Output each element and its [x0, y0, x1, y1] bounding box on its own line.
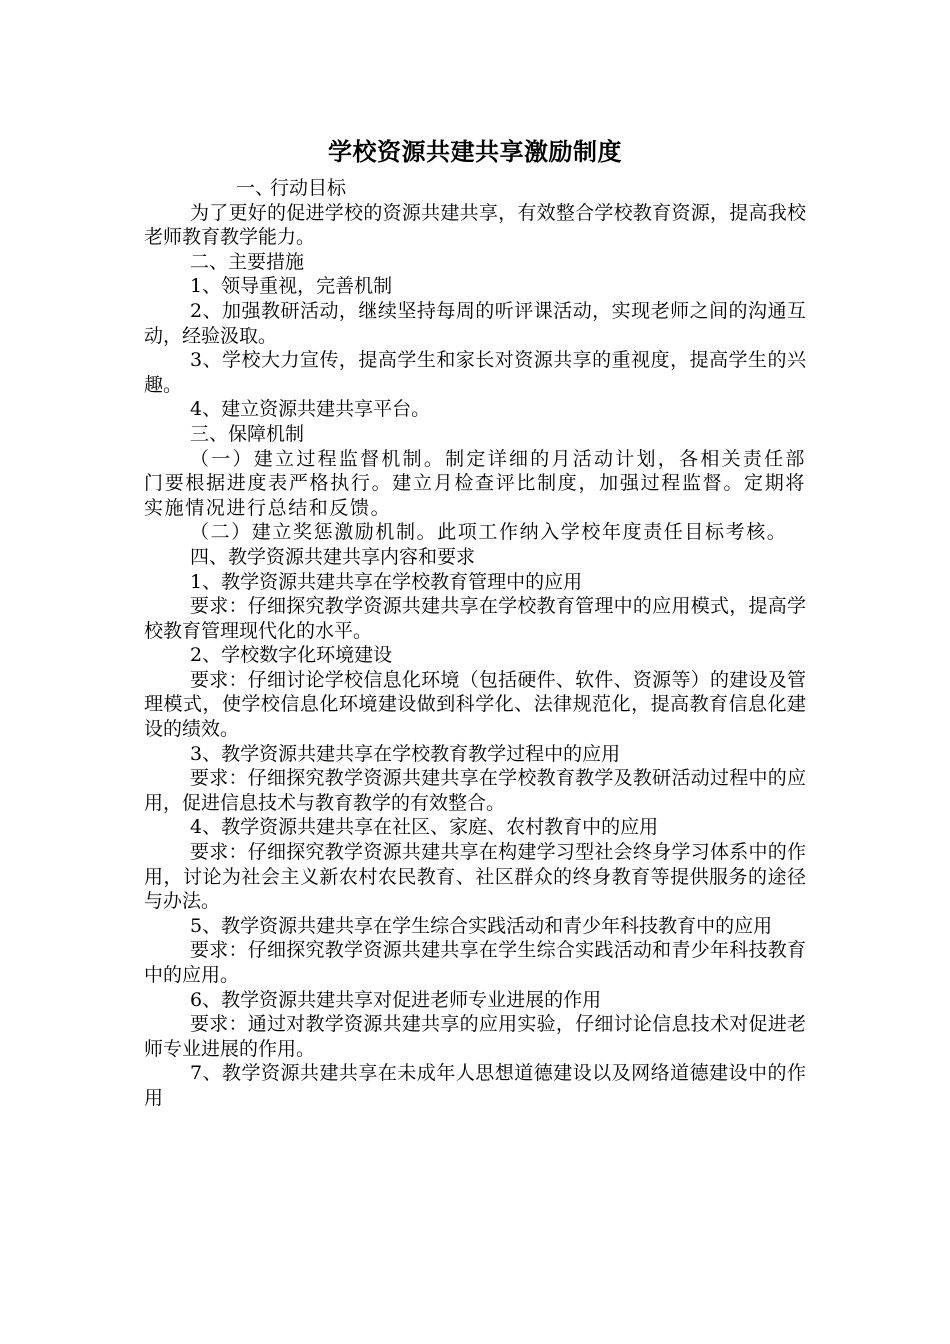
section-4-heading: 四、教学资源共建共享内容和要求: [190, 545, 476, 568]
section-1-number: 一、: [236, 177, 275, 199]
section-4-item: 4、教学资源共建共享在社区、家庭、农村教育中的应用: [190, 816, 659, 839]
section-1-heading: [144, 176, 806, 201]
section-3-item: （一）建立过程监督机制。制定详细的月活动计划，各相关责任部门要根据进度表严格执行。建立月检查评比制度，加强过程监督。定期将实施情况进行总结和反馈。: [144, 447, 806, 519]
section-2-heading: 二、主要措施: [190, 250, 305, 273]
section-4-requirement: 要求：通过对教学资源共建共享的应用实验，仔细讨论信息技术对促进老师专业进展的作用。: [144, 1013, 806, 1060]
section-1-paragraph: 为了更好的促进学校的资源共建共享，有效整合学校教育资源，提高我校老师教育教学能力。: [144, 201, 806, 249]
section-4-item: 3、教学资源共建共享在学校教育教学过程中的应用: [190, 742, 621, 765]
section-4-requirement: 要求：仔细探究教学资源共建共享在学校教育管理中的应用模式，提高学校教育管理现代化的水平。: [144, 595, 806, 642]
section-1-heading-text: 行动目标: [270, 177, 347, 199]
section-4-item: 1、教学资源共建共享在学校教育管理中的应用: [190, 570, 583, 593]
section-4-item: 5、教学资源共建共享在学生综合实践活动和青少年科技教育中的应用: [190, 914, 773, 937]
section-4-requirement: 要求：仔细讨论学校信息化环境（包括硬件、软件、资源等）的建设及管理模式，使学校信息化环境建设做到科学化、法律规范化，提高教育信息化建设的绩效。: [144, 668, 806, 741]
section-3-item: （二）建立奖惩激励机制。此项工作纳入学校年度责任目标考核。: [190, 521, 788, 544]
section-2-item: 2、加强教研活动，继续坚持每周的听评课活动，实现老师之间的沟通互动，经验汲取。: [144, 299, 806, 347]
section-4-item: 6、教学资源共建共享对促进老师专业进展的作用: [190, 988, 602, 1011]
section-2-item: 4、建立资源共建共享平台。: [190, 398, 431, 421]
section-2-item: 1、领导重视，完善机制: [190, 275, 393, 298]
section-4-requirement: 要求：仔细探究教学资源共建共享在构建学习型社会终身学习体系中的作用，讨论为社会主义新农村农民教育、社区群众的终身教育等提供服务的途径与办法。: [144, 841, 806, 913]
section-4-requirement: 要求：仔细探究教学资源共建共享在学校教育教学及教研活动过程中的应用，促进信息技术与教育教学的有效整合。: [144, 767, 806, 814]
section-3-heading: 三、保障机制: [190, 422, 305, 445]
section-4-item: 2、学校数字化环境建设: [190, 644, 393, 667]
section-4-requirement: 要求：仔细探究教学资源共建共享在学生综合实践活动和青少年科技教育中的应用。: [144, 939, 806, 986]
document-body: [144, 176, 806, 1111]
section-2-item: 3、学校大力宣传，提高学生和家长对资源共享的重视度，提高学生的兴趣。: [144, 349, 806, 396]
section-4-item: 7、教学资源共建共享在未成年人思想道德建设以及网络道德建设中的作用: [144, 1062, 806, 1109]
document-title: 学校资源共建共享激励制度: [328, 137, 622, 166]
